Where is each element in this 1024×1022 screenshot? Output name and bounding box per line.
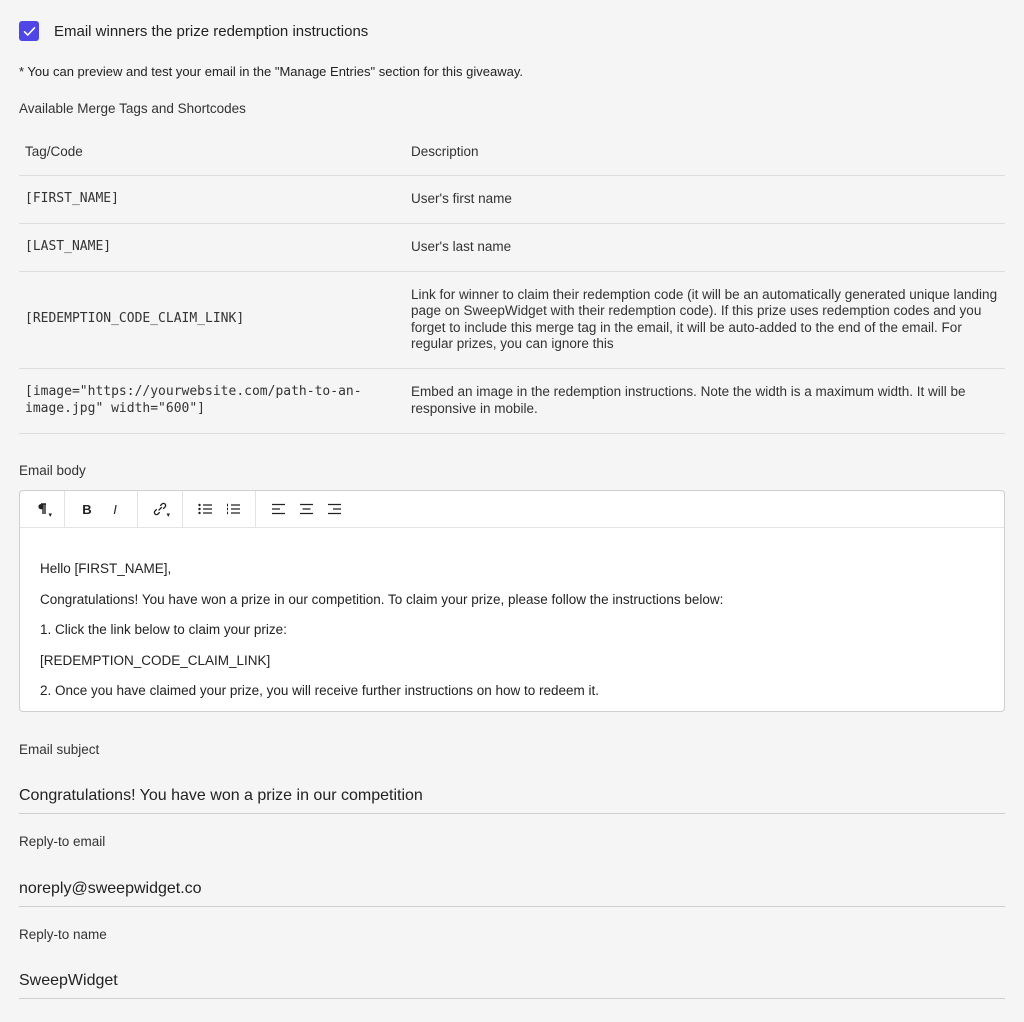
italic-button[interactable]: I (113, 501, 117, 517)
bullet-list-button[interactable] (191, 495, 219, 523)
email-winners-label[interactable]: Email winners the prize redemption instructions (54, 22, 369, 40)
align-center-icon (299, 503, 314, 515)
chevron-down-icon: ▾ (166, 512, 170, 519)
reply-to-name-label: Reply-to name (19, 927, 107, 942)
editor-toolbar (20, 491, 1004, 528)
numbered-list-icon (226, 503, 241, 515)
align-left-icon (271, 503, 286, 515)
body-line: Congratulations! You have won a prize in our competition. To claim your prize, please follow the instructions below: (40, 591, 724, 607)
align-right-icon (327, 503, 342, 515)
bullet-list-icon (198, 503, 213, 515)
tag-description: User's first name (405, 175, 1005, 223)
reply-to-email-input[interactable] (19, 871, 1005, 907)
toolbar-group-format (20, 491, 65, 528)
insert-link-button[interactable] (146, 495, 174, 523)
tag-code: [image="https://yourwebsite.com/path-to-an-image.jpg" width="600"] (19, 368, 405, 433)
bold-button[interactable]: B (82, 501, 92, 517)
paragraph-icon (37, 503, 47, 515)
align-right-button[interactable] (320, 495, 348, 523)
merge-tags-table (19, 128, 1005, 434)
tag-code: [REDEMPTION_CODE_CLAIM_LINK] (19, 271, 405, 368)
align-left-button[interactable] (264, 495, 292, 523)
column-header-description: Description (405, 128, 1005, 175)
reply-to-name-input[interactable] (19, 963, 1005, 999)
merge-tags-heading: Available Merge Tags and Shortcodes (19, 101, 246, 116)
tag-code: [FIRST_NAME] (19, 175, 405, 223)
body-line: [REDEMPTION_CODE_CLAIM_LINK] (40, 652, 271, 668)
toolbar-group-style (65, 491, 138, 528)
table-header-row (19, 128, 1005, 175)
numbered-list-button[interactable] (219, 495, 247, 523)
toolbar-group-lists (183, 491, 256, 528)
table-row (19, 368, 1005, 433)
email-winners-checkbox[interactable] (19, 21, 39, 41)
body-line: 2. Once you have claimed your prize, you will receive further instructions on how to redeem it. (40, 683, 600, 698)
paragraph-format-button[interactable] (28, 495, 56, 523)
email-body-label: Email body (19, 463, 86, 478)
tag-description: Link for winner to claim their redemption code (it will be an automatically generated unique landing page on SweepWidget with their redemption code). If this prize uses redemption codes and you forget to include this merge tag in the email, it will be auto-added to the end of the email. For regular prizes, you can ignore this (405, 271, 1005, 368)
toolbar-group-link (138, 491, 183, 528)
email-subject-input[interactable] (19, 778, 1005, 814)
column-header-tag: Tag/Code (19, 128, 405, 175)
reply-to-email-label: Reply-to email (19, 834, 106, 849)
email-body-editor (19, 490, 1005, 712)
chevron-down-icon: ▾ (48, 512, 52, 519)
email-winners-option (19, 21, 368, 41)
link-icon (153, 502, 167, 516)
editor-content[interactable] (20, 528, 1004, 707)
email-subject-label: Email subject (19, 742, 100, 757)
table-row (19, 175, 1005, 223)
body-line: Hello [FIRST_NAME], (40, 561, 172, 576)
table-row (19, 271, 1005, 368)
toolbar-group-align (256, 491, 356, 528)
tag-description: User's last name (405, 223, 1005, 271)
preview-note: * You can preview and test your email in the "Manage Entries" section for this giveaway. (19, 64, 523, 79)
body-line: 1. Click the link below to claim your prize: (40, 622, 287, 637)
tag-code: [LAST_NAME] (19, 223, 405, 271)
table-row (19, 223, 1005, 271)
checkmark-icon (23, 26, 36, 37)
align-center-button[interactable] (292, 495, 320, 523)
tag-description: Embed an image in the redemption instructions. Note the width is a maximum width. It will be responsive in mobile. (405, 368, 1005, 433)
